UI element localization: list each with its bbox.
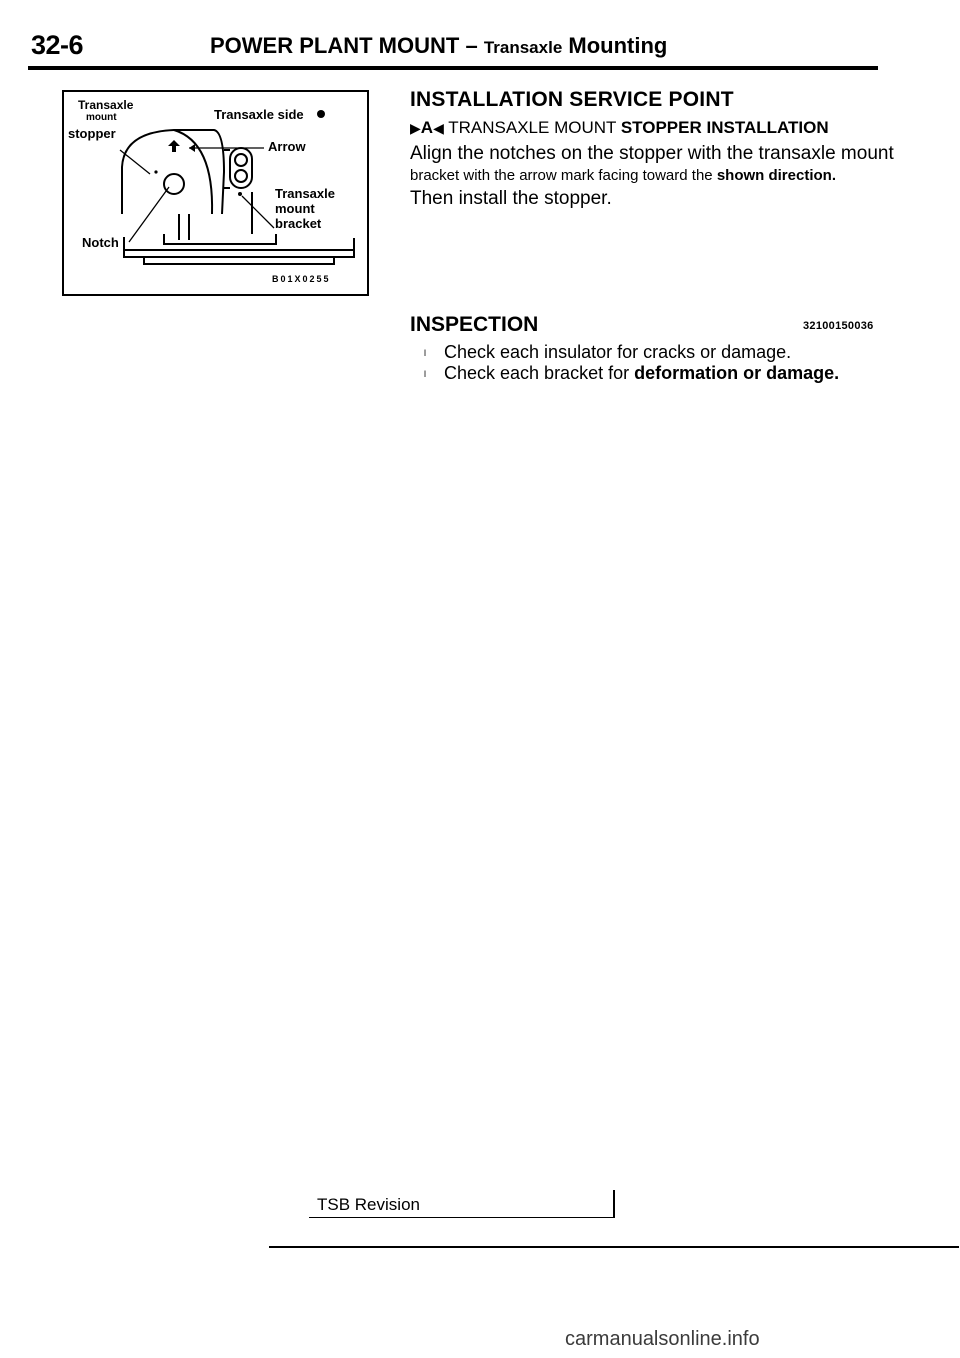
installation-heading: INSTALLATION SERVICE POINT (410, 88, 734, 111)
label-bracket-line1: Transaxle (275, 186, 335, 201)
inspection-item-2b: deformation or damage. (634, 363, 840, 383)
label-bracket-line2: mount (275, 201, 315, 216)
instruction-line-2 (410, 167, 836, 184)
label-arrow: Arrow (268, 139, 306, 154)
inspection-item-1-text: Check each insulator for cracks or damage. (444, 342, 792, 362)
figure-code: B01X0255 (272, 274, 331, 284)
header-rule (28, 66, 878, 70)
marker-right-arrow-icon: ▶ (410, 120, 421, 136)
inspection-item-2 (424, 363, 839, 384)
inspection-heading: INSPECTION (410, 313, 539, 336)
watermark: carmanualsonline.info (565, 1328, 760, 1350)
section-title: POWER PLANT MOUNT (210, 33, 460, 58)
label-notch: Notch (82, 235, 119, 250)
label-transaxle-side: Transaxle side (214, 107, 304, 122)
procedure-title (410, 118, 829, 138)
page-number: 32-6 (31, 30, 84, 60)
instruction-line-2a: bracket with the arrow mark facing toward the (410, 167, 713, 184)
inspection-item-1 (424, 342, 791, 363)
inspection-code: 32100150036 (803, 320, 874, 332)
footer-rule (269, 1246, 959, 1248)
title-dash: – (465, 33, 478, 58)
label-transaxle: Transaxle (78, 98, 134, 112)
procedure-title-part1: TRANSAXLE MOUNT (448, 118, 617, 137)
instruction-line-1: Align the notches on the stopper with the transaxle mount (410, 143, 894, 164)
label-bracket-line3: bracket (275, 216, 322, 231)
procedure-marker: A (420, 118, 434, 137)
instruction-line-3: Then install the stopper. (410, 188, 612, 209)
transaxle-stopper-figure (62, 90, 369, 296)
section-subtitle-part2: Mounting (568, 33, 668, 58)
inspection-item-2a: Check each bracket for (444, 363, 630, 383)
bullet-marker: l (424, 348, 426, 359)
tsb-revision-label: TSB Revision (317, 1195, 420, 1214)
label-stopper: stopper (68, 126, 116, 141)
page-title (210, 33, 667, 59)
instruction-line-2b: shown direction. (716, 167, 836, 184)
bullet-marker: l (424, 369, 426, 380)
section-subtitle-part1: Transaxle (483, 38, 563, 57)
procedure-title-part2: STOPPER INSTALLATION (620, 118, 829, 137)
tsb-revision-box (309, 1190, 615, 1218)
marker-left-arrow-icon: ◀ (433, 120, 444, 136)
label-mount: mount (86, 112, 117, 123)
